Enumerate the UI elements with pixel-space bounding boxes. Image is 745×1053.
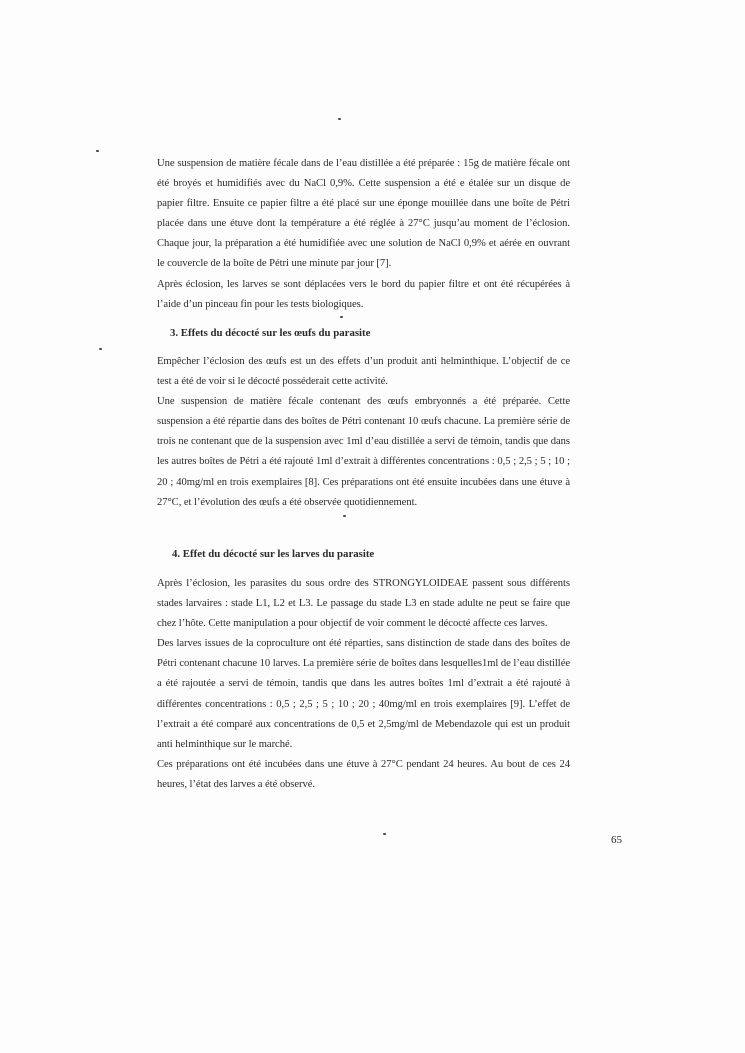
page-number: 65 bbox=[611, 834, 622, 846]
intro-paragraphs bbox=[157, 154, 570, 315]
section-4-body bbox=[157, 574, 570, 795]
paragraph-hatching: Après éclosion, les larves se sont déplacées vers le bord du papier filtre et ont été récupérées à l’aide d’un pinceau fin pour les tests biologiques. bbox=[157, 278, 570, 310]
paragraph-objective: Empêcher l’éclosion des œufs est un des effets d’un produit anti helminthique. L’objectif de ce test a été de voir si le décocté posséderait cette activité. bbox=[157, 356, 570, 388]
paragraph-egg-suspension: Une suspension de matière fécale dans de l’eau distillée a été préparée : 15g de matière fécale ont été broyés et humidifiés avec du NaCl 0,9%. Cette suspension a été e étalée sur un disque de papier filtre. Ensuite ce papier filtre a été placé sur une éponge mouillée dans une boîte de Pétri placée dans une étuve dont la température a été réglée à 27°C jusqu’au moment de l’éclosion. Chaque jour, la préparation a été humidifiée avec une solution de NaCl 0,9% et aérée en ouvrant le couvercle de la boîte de Pétri une minute par jour [7]. bbox=[157, 158, 570, 270]
section-3-heading: 3. Effets du décocté sur les œufs du parasite bbox=[170, 327, 371, 339]
paragraph-larvae-protocol: Des larves issues de la coproculture ont été réparties, sans distinction de stade dans des boîtes de Pétri contenant chacune 10 larves. La première série de boîtes dans lesquelles1ml de l’eau distillée a été rajoutée a servi de témoin, tandis que dans les autres boîtes 1ml d’extrait a été rajouté à différentes concentrations : 0,5 ; 2,5 ; 5 ; 10 ; 20 ; 40mg/ml en trois exemplaires [9]. L’effet de l’extrait a été comparé aux concentrations de 0,5 et 2,5mg/ml de Mebendazole qui est un produit anti helminthique sur le marché. bbox=[157, 638, 571, 750]
scan-speck bbox=[383, 833, 386, 835]
paragraph-incubation: Ces préparations ont été incubées dans une étuve à 27°C pendant 24 heures. Au bout de ces 24 heures, l’état des larves a été observé. bbox=[157, 758, 570, 790]
section-4-heading: 4. Effet du décocté sur les larves du parasite bbox=[172, 548, 375, 560]
scan-speck bbox=[99, 348, 102, 350]
section-3-body bbox=[157, 352, 570, 513]
paragraph-larval-stages: Après l’éclosion, les parasites du sous ordre des STRONGYLOIDEAE passent sous différents stades larvaires : stade L1, L2 et L3. Le passage du stade L3 en stade adulte ne peut se faire que chez l’hôte. Cette manipulation a pour objectif de voir comment le décocté affecte ces larves. bbox=[157, 578, 570, 630]
paragraph-egg-protocol: Une suspension de matière fécale contenant des œufs embryonnés a été préparée. Cette suspension a été répartie dans des boîtes de Pétri contenant 10 œufs chacune. La première série de trois ne contenant que de la suspension avec 1ml d’eau distillée a servi de témoin, tandis que dans les autres boîtes de Pétri a été rajouté 1ml d’extrait à différentes concentrations : 0,5 ; 2,5 ; 5 ; 10 ; 20 ; 40mg/ml en trois exemplaires [8]. Ces préparations ont été ensuite incubées dans une étuve à 27°C, et l’évolution des œufs a été observée quotidiennement. bbox=[157, 396, 570, 508]
scan-speck bbox=[96, 150, 99, 152]
scan-speck bbox=[343, 515, 346, 517]
scan-speck bbox=[340, 316, 343, 318]
scan-speck bbox=[338, 118, 341, 120]
